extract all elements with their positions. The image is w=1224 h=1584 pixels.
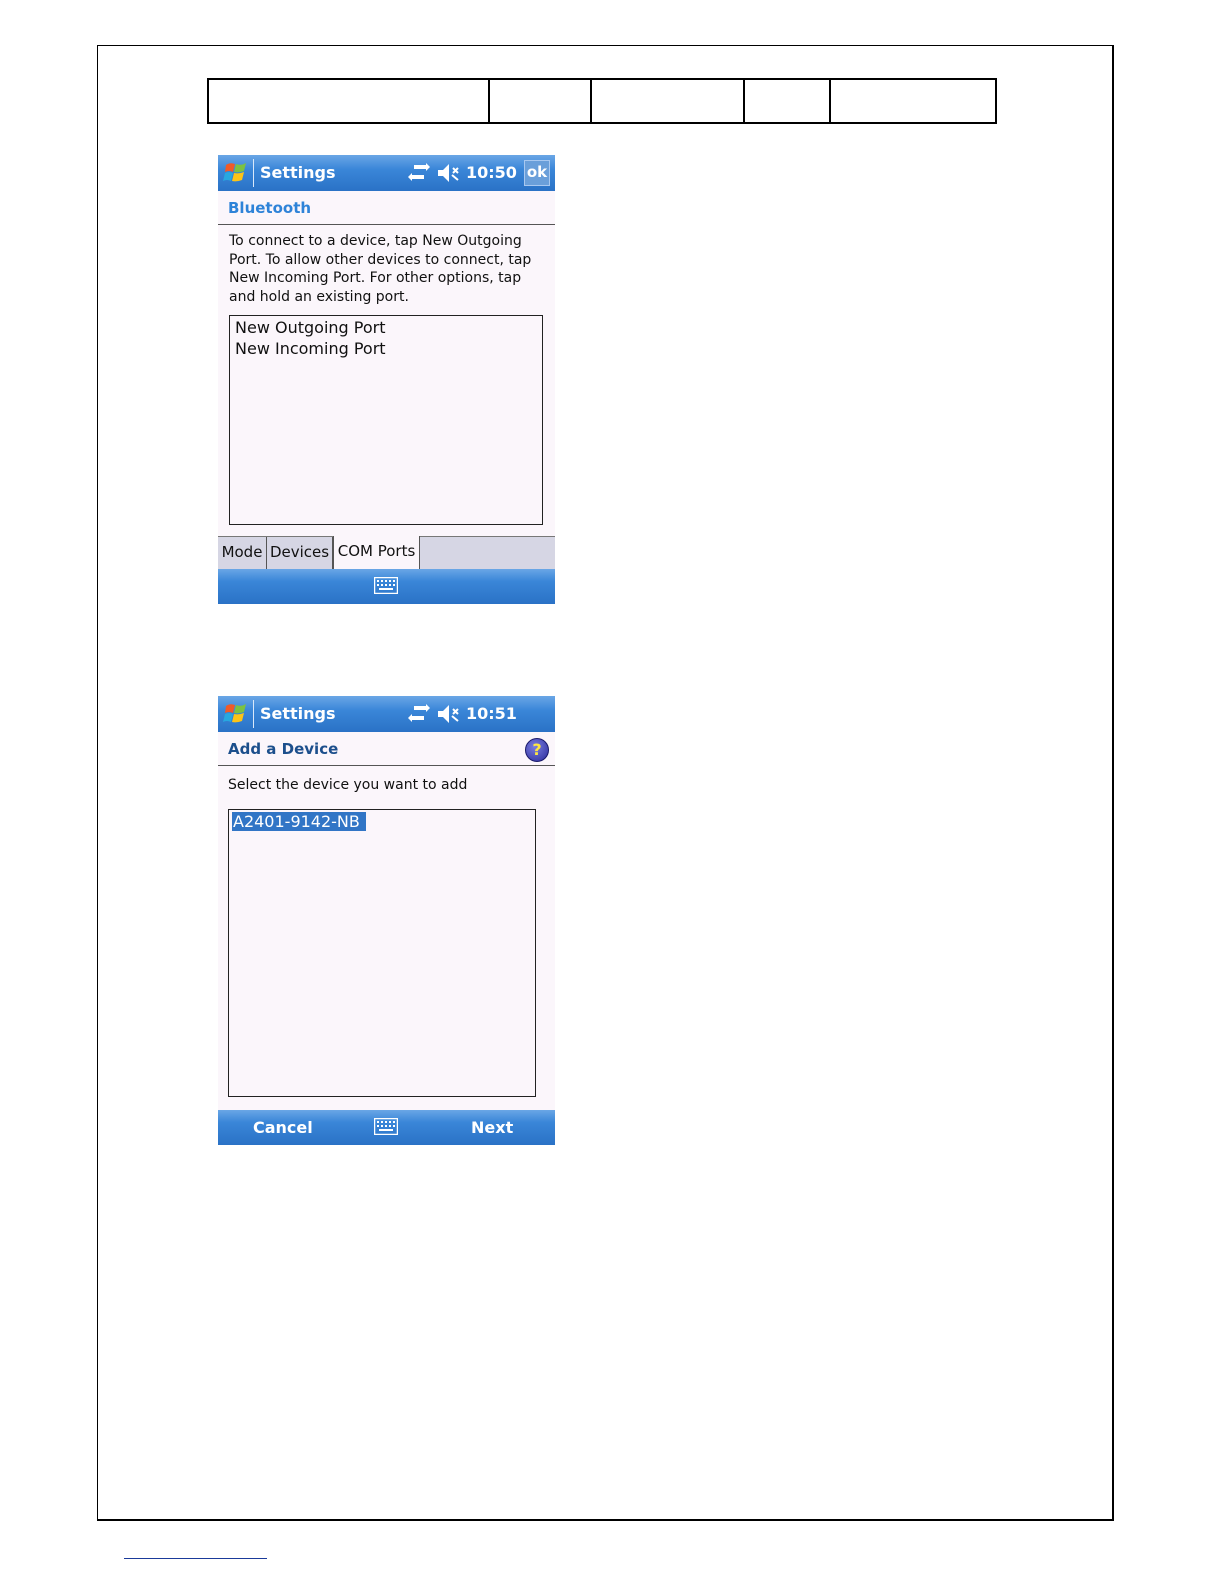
volume-muted-icon[interactable]	[437, 704, 461, 724]
prompt-text: Select the device you want to add	[228, 777, 468, 793]
footer-rule	[124, 1558, 267, 1559]
window-title: Settings	[260, 704, 336, 723]
list-item-device[interactable]	[229, 811, 535, 832]
menu-bar	[218, 569, 555, 604]
clock[interactable]: 10:51	[466, 704, 517, 723]
menu-bar	[218, 1110, 555, 1145]
com-ports-list[interactable]	[229, 315, 543, 525]
device-name: A2401-9142-NB	[232, 812, 366, 831]
section-heading-text: Bluetooth	[228, 199, 312, 217]
title-separator	[253, 700, 254, 728]
next-button[interactable]: Next	[471, 1118, 514, 1137]
clock[interactable]: 10:50	[466, 163, 517, 182]
header-cell	[830, 79, 996, 123]
windows-start-icon[interactable]	[223, 701, 249, 727]
help-icon[interactable]: ?	[525, 738, 549, 762]
document-header-table	[207, 78, 997, 124]
tab-com-ports[interactable]: COM Ports	[333, 536, 420, 570]
keyboard-icon[interactable]	[374, 1118, 398, 1135]
section-heading	[218, 191, 555, 225]
list-item-new-outgoing-port[interactable]: New Outgoing Port	[235, 318, 386, 337]
bluetooth-settings-screen	[218, 155, 555, 604]
windows-start-icon[interactable]	[223, 160, 249, 186]
header-cell	[744, 79, 830, 123]
header-cell	[489, 79, 591, 123]
header-cell	[208, 79, 489, 123]
list-item-new-incoming-port[interactable]: New Incoming Port	[235, 339, 386, 358]
window-title: Settings	[260, 163, 336, 182]
volume-muted-icon[interactable]	[437, 163, 461, 183]
section-heading-text: Add a Device	[228, 740, 339, 758]
tab-mode[interactable]: Mode	[218, 537, 267, 569]
title-bar	[218, 155, 555, 191]
instructions-text: To connect to a device, tap New Outgoing Port. To allow other devices to connect, tap New Incoming Port. For other options, tap and hold an existing port.	[229, 233, 532, 305]
ok-button[interactable]: ok	[524, 160, 550, 186]
tab-bar	[218, 536, 555, 569]
tab-devices[interactable]: Devices	[267, 537, 333, 569]
title-bar	[218, 696, 555, 732]
title-separator	[253, 159, 254, 187]
add-device-screen	[218, 696, 555, 1145]
cancel-button[interactable]: Cancel	[253, 1118, 313, 1137]
section-heading	[218, 732, 555, 766]
sync-icon[interactable]	[408, 163, 430, 183]
sync-icon[interactable]	[408, 704, 430, 724]
device-list[interactable]	[228, 809, 536, 1097]
keyboard-icon[interactable]	[374, 577, 398, 594]
header-cell	[591, 79, 744, 123]
